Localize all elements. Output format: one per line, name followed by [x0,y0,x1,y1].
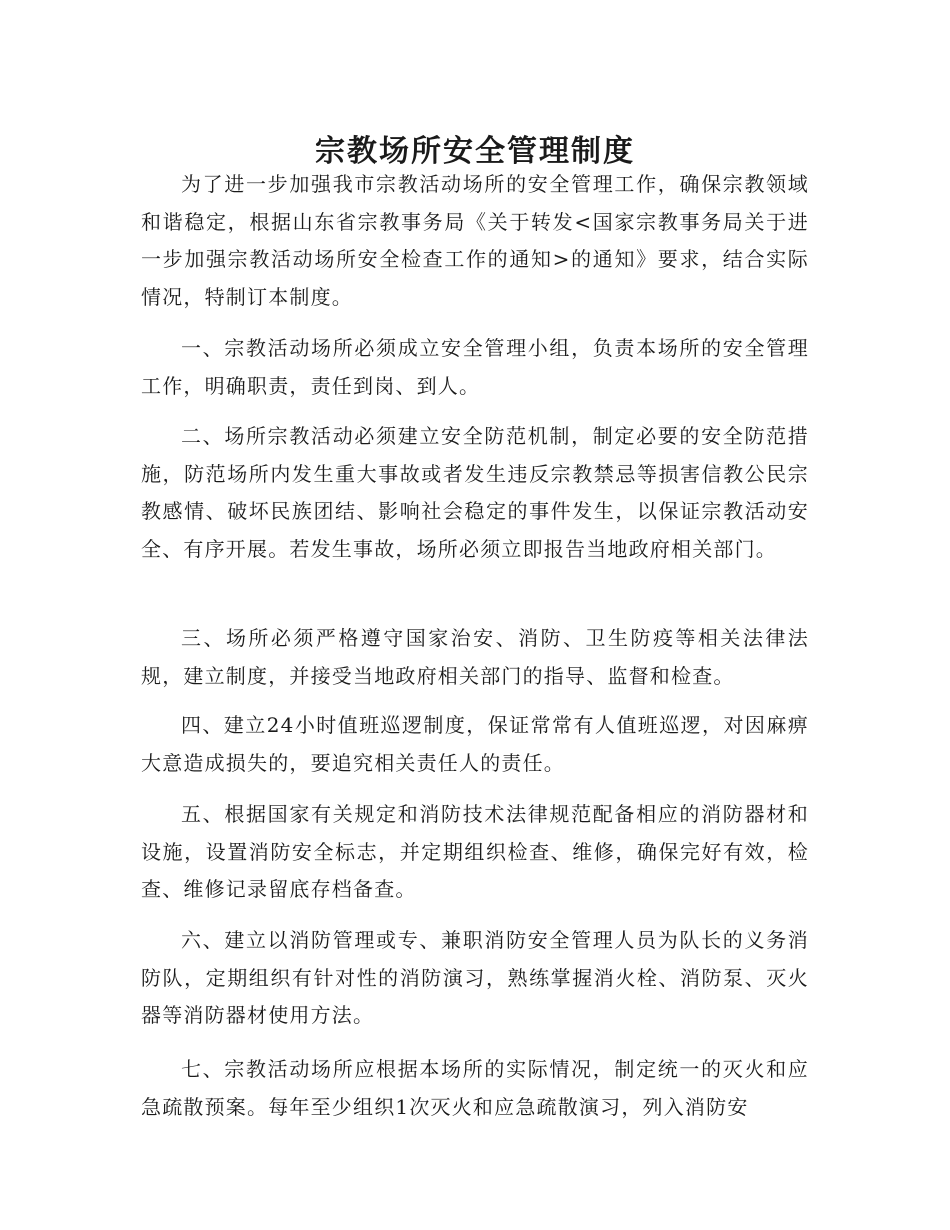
clause-5-paragraph: 五、根据国家有关规定和消防技术法律规范配备相应的消防器材和设施，设置消防安全标志，并定期组织检查、维修，确保完好有效，检查、维修记录留底存档备查。 [141,802,809,901]
clause-2-paragraph: 二、场所宗教活动必须建立安全防范机制，制定必要的安全防范措施，防范场所内发生重大事故或者发生违反宗教禁忌等损害信教公民宗教感情、破坏民族团结、影响社会稳定的事件发生，以保证宗教活动安全、有序开展。若发生事故，场所必须立即报告当地政府相关部门。 [141,424,809,561]
clause-3-paragraph: 三、场所必须严格遵守国家治安、消防、卫生防疫等相关法律法规，建立制度，并接受当地政府相关部门的指导、监督和检查。 [141,626,809,688]
clause-7-paragraph: 七、宗教活动场所应根据本场所的实际情况，制定统一的灭火和应急疏散预案。每年至少组织1次灭火和应急疏散演习，列入消防安 [141,1057,809,1119]
document-title: 宗教场所安全管理制度 [315,134,635,170]
clause-1-paragraph: 一、宗教活动场所必须成立安全管理小组，负责本场所的安全管理工作，明确职责，责任到岗、到人。 [141,336,809,398]
intro-paragraph: 为了进一步加强我市宗教活动场所的安全管理工作，确保宗教领域和谐稳定，根据山东省宗教事务局《关于转发<国家宗教事务局关于进一步加强宗教活动场所安全检查工作的通知>的通知》要求，结合实际情况，特制订本制度。 [141,172,809,309]
clause-6-paragraph: 六、建立以消防管理或专、兼职消防安全管理人员为队长的义务消防队，定期组织有针对性的消防演习，熟练掌握消火栓、消防泵、灭火器等消防器材使用方法。 [141,928,809,1027]
clause-4-paragraph: 四、建立24小时值班巡逻制度，保证常常有人值班巡逻，对因麻痹大意造成损失的，要追究相关责任人的责任。 [141,713,809,775]
